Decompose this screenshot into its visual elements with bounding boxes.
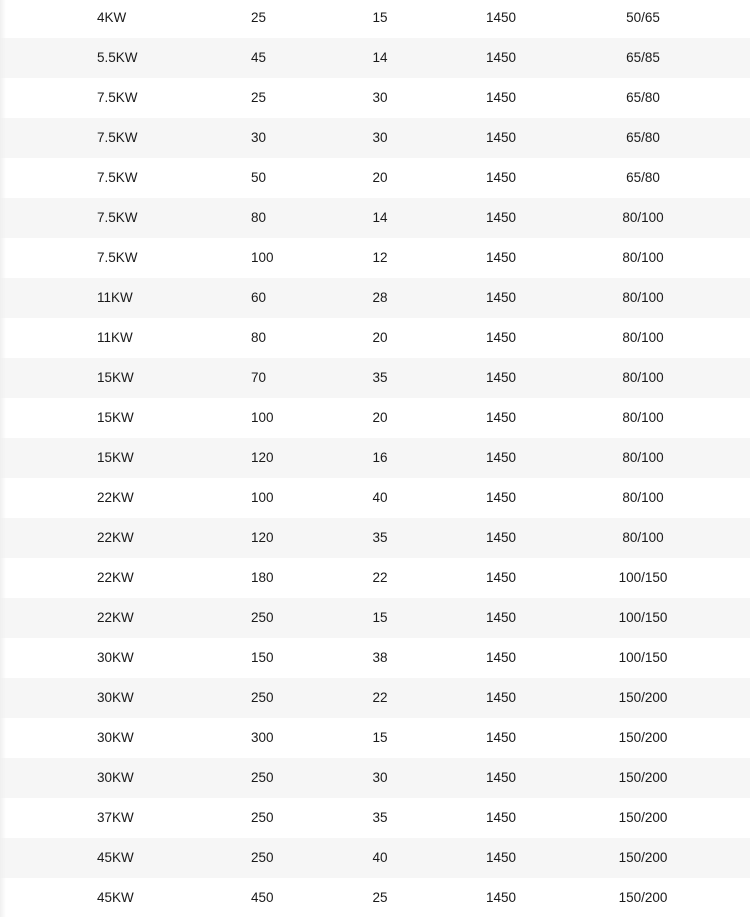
- diameter-cell: 50/65: [626, 10, 660, 25]
- flow-cell: 450: [251, 890, 274, 905]
- flow-cell: 100: [251, 410, 274, 425]
- table-row: [0, 518, 750, 558]
- power-cell: 11KW: [97, 290, 133, 305]
- power-cell: 7.5KW: [97, 250, 138, 265]
- diameter-cell: 100/150: [618, 650, 668, 665]
- flow-cell: 100: [251, 250, 274, 265]
- power-cell: 37KW: [97, 810, 134, 825]
- power-cell: 7.5KW: [97, 170, 138, 185]
- speed-cell: 1450: [485, 130, 517, 145]
- power-cell: 15KW: [97, 370, 134, 385]
- speed-cell: 1450: [485, 850, 517, 865]
- table-row: [0, 558, 750, 598]
- power-cell: 45KW: [97, 850, 134, 865]
- diameter-cell: 80/100: [622, 330, 664, 345]
- table-row: [0, 718, 750, 758]
- diameter-cell: 150/200: [618, 730, 668, 745]
- flow-cell: 150: [251, 650, 274, 665]
- flow-cell: 250: [251, 690, 274, 705]
- table-row: [0, 118, 750, 158]
- speed-cell: 1450: [485, 50, 517, 65]
- flow-cell: 250: [251, 610, 274, 625]
- diameter-cell: 100/150: [618, 610, 668, 625]
- speed-cell: 1450: [485, 530, 517, 545]
- power-cell: 4KW: [97, 10, 127, 25]
- head-cell: 35: [372, 810, 388, 825]
- head-cell: 30: [372, 130, 388, 145]
- speed-cell: 1450: [485, 90, 517, 105]
- head-cell: 40: [372, 850, 388, 865]
- power-cell: 15KW: [97, 450, 134, 465]
- flow-cell: 25: [251, 90, 267, 105]
- power-cell: 22KW: [97, 490, 134, 505]
- power-cell: 22KW: [97, 610, 134, 625]
- speed-cell: 1450: [485, 730, 517, 745]
- head-cell: 15: [372, 10, 388, 25]
- table-row: [0, 478, 750, 518]
- head-cell: 25: [372, 890, 388, 905]
- table-row: [0, 638, 750, 678]
- speed-cell: 1450: [485, 810, 517, 825]
- table-row: [0, 798, 750, 838]
- flow-cell: 30: [251, 130, 267, 145]
- diameter-cell: 150/200: [618, 850, 668, 865]
- head-cell: 20: [372, 330, 388, 345]
- speed-cell: 1450: [485, 770, 517, 785]
- head-cell: 12: [372, 250, 388, 265]
- speed-cell: 1450: [485, 410, 517, 425]
- table-row: [0, 38, 750, 78]
- head-cell: 14: [372, 210, 388, 225]
- diameter-cell: 150/200: [618, 690, 668, 705]
- power-cell: 22KW: [97, 530, 134, 545]
- power-cell: 7.5KW: [97, 90, 138, 105]
- speed-cell: 1450: [485, 450, 517, 465]
- table-row: [0, 198, 750, 238]
- diameter-cell: 100/150: [618, 570, 668, 585]
- table-row: [0, 678, 750, 718]
- head-cell: 22: [372, 690, 388, 705]
- power-cell: 7.5KW: [97, 210, 138, 225]
- diameter-cell: 80/100: [622, 290, 664, 305]
- diameter-cell: 65/80: [626, 90, 660, 105]
- speed-cell: 1450: [485, 490, 517, 505]
- speed-cell: 1450: [485, 330, 517, 345]
- head-cell: 28: [372, 290, 388, 305]
- flow-cell: 80: [251, 330, 267, 345]
- speed-cell: 1450: [485, 890, 517, 905]
- head-cell: 15: [372, 610, 388, 625]
- speed-cell: 1450: [485, 290, 517, 305]
- diameter-cell: 80/100: [622, 410, 664, 425]
- speed-cell: 1450: [485, 650, 517, 665]
- table-row: [0, 758, 750, 798]
- power-cell: 45KW: [97, 890, 134, 905]
- table-row: [0, 598, 750, 638]
- diameter-cell: 150/200: [618, 770, 668, 785]
- table-row: [0, 398, 750, 438]
- head-cell: 22: [372, 570, 388, 585]
- diameter-cell: 80/100: [622, 530, 664, 545]
- flow-cell: 180: [251, 570, 274, 585]
- speed-cell: 1450: [485, 370, 517, 385]
- table-row: [0, 838, 750, 878]
- power-cell: 30KW: [97, 650, 134, 665]
- speed-cell: 1450: [485, 570, 517, 585]
- speed-cell: 1450: [485, 210, 517, 225]
- flow-cell: 45: [251, 50, 267, 65]
- power-cell: 30KW: [97, 730, 134, 745]
- flow-cell: 50: [251, 170, 267, 185]
- flow-cell: 250: [251, 770, 274, 785]
- diameter-cell: 65/80: [626, 170, 660, 185]
- diameter-cell: 80/100: [622, 490, 664, 505]
- table-row: [0, 278, 750, 318]
- power-cell: 15KW: [97, 410, 134, 425]
- power-cell: 30KW: [97, 690, 134, 705]
- diameter-cell: 65/85: [626, 50, 660, 65]
- flow-cell: 120: [251, 530, 274, 545]
- speed-cell: 1450: [485, 610, 517, 625]
- head-cell: 30: [372, 770, 388, 785]
- table-row: [0, 878, 750, 918]
- diameter-cell: 80/100: [622, 210, 664, 225]
- speed-cell: 1450: [485, 690, 517, 705]
- power-cell: 7.5KW: [97, 130, 138, 145]
- head-cell: 16: [372, 450, 388, 465]
- power-cell: 5.5KW: [97, 50, 138, 65]
- diameter-cell: 80/100: [622, 370, 664, 385]
- flow-cell: 120: [251, 450, 274, 465]
- table-row: [0, 318, 750, 358]
- diameter-cell: 150/200: [618, 810, 668, 825]
- head-cell: 38: [372, 650, 388, 665]
- head-cell: 35: [372, 370, 388, 385]
- table-row: [0, 0, 750, 38]
- flow-cell: 250: [251, 850, 274, 865]
- power-cell: 30KW: [97, 770, 134, 785]
- table-row: [0, 78, 750, 118]
- head-cell: 35: [372, 530, 388, 545]
- table-row: [0, 358, 750, 398]
- flow-cell: 80: [251, 210, 267, 225]
- table-row: [0, 438, 750, 478]
- speed-cell: 1450: [485, 250, 517, 265]
- diameter-cell: 150/200: [618, 890, 668, 905]
- flow-cell: 250: [251, 810, 274, 825]
- head-cell: 15: [372, 730, 388, 745]
- head-cell: 40: [372, 490, 388, 505]
- flow-cell: 300: [251, 730, 274, 745]
- flow-cell: 25: [251, 10, 267, 25]
- table-row: [0, 158, 750, 198]
- table-row: [0, 238, 750, 278]
- head-cell: 14: [372, 50, 388, 65]
- speed-cell: 1450: [485, 10, 517, 25]
- diameter-cell: 80/100: [622, 450, 664, 465]
- head-cell: 20: [372, 170, 388, 185]
- power-cell: 11KW: [97, 330, 133, 345]
- speed-cell: 1450: [485, 170, 517, 185]
- head-cell: 20: [372, 410, 388, 425]
- head-cell: 30: [372, 90, 388, 105]
- flow-cell: 60: [251, 290, 267, 305]
- flow-cell: 100: [251, 490, 274, 505]
- diameter-cell: 80/100: [622, 250, 664, 265]
- diameter-cell: 65/80: [626, 130, 660, 145]
- power-cell: 22KW: [97, 570, 134, 585]
- flow-cell: 70: [251, 370, 267, 385]
